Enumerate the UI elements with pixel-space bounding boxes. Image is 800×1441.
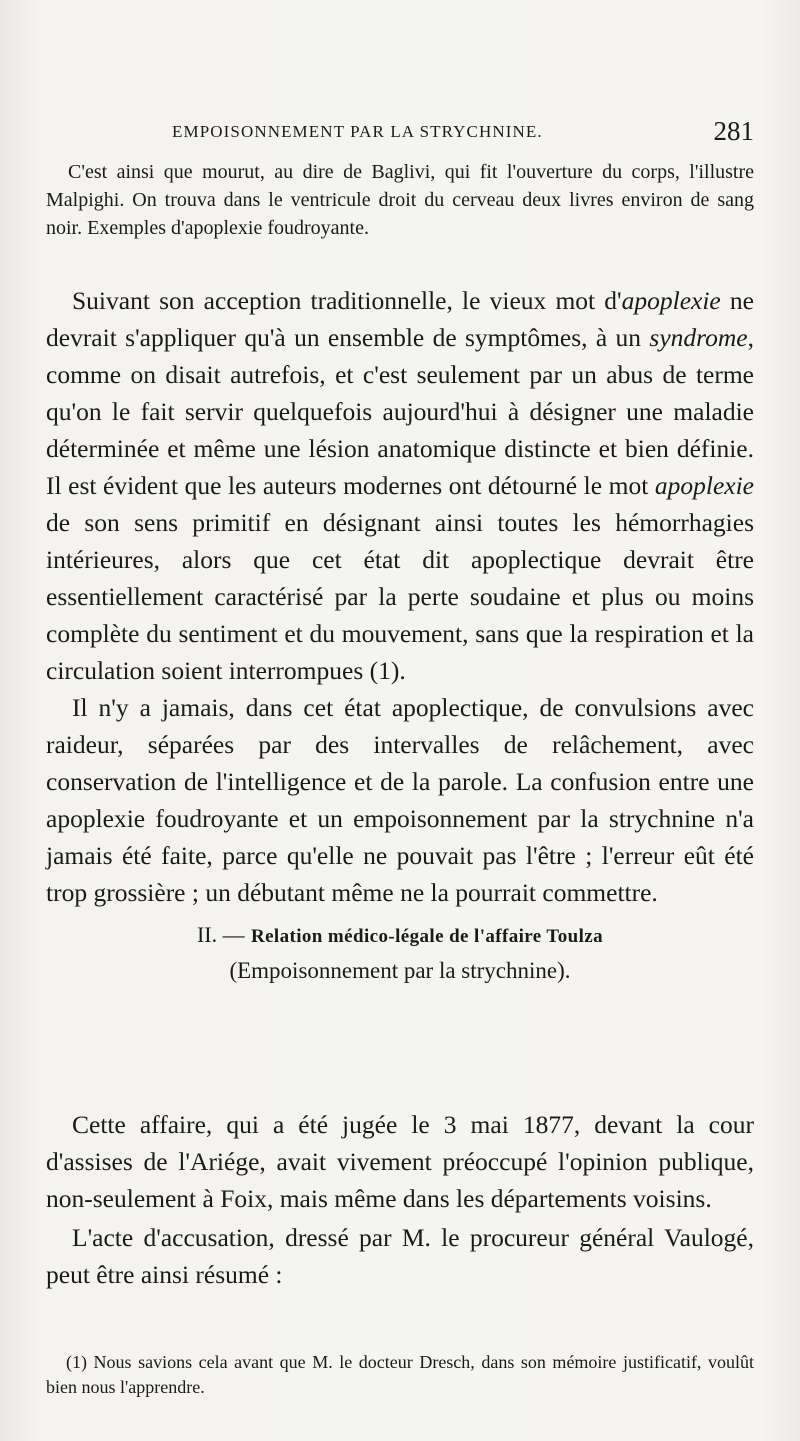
footnote bbox=[46, 1350, 754, 1400]
page-header bbox=[46, 116, 754, 150]
paragraph-case-intro: Cette affaire, qui a été jugée le 3 mai 1877, devant la cour d'assises de l'Ariége, avait vivement préoccupé l'opinion publique, non-seulement à Foix, mais même dans les départements voisins. bbox=[46, 1110, 754, 1213]
italic-term-apoplexie-2: apoplexie bbox=[654, 471, 754, 500]
paragraph-1-text-c: , comme on disait autrefois, et c'est seulement par un abus de terme qu'on le fait servir quelquefois aujourd'hui à désigner une maladie déterminée et même une lésion anatomique distincte et bien définie. Il est évident que les auteurs modernes ont détourné le mot bbox=[46, 323, 754, 500]
paragraph-1-text-a: Suivant son acception traditionnelle, le vieux mot d' bbox=[72, 286, 622, 315]
case-text-block bbox=[46, 1106, 754, 1295]
page-number: 281 bbox=[713, 116, 754, 146]
paragraph-convulsions: Il n'y a jamais, dans cet état apoplectique, de convulsions avec raideur, séparées par des intervalles de relâchement, avec conservation de l'intelligence et de la parole. La confusion entre une apoplexie foudroyante et un empoisonnement par la strychnine n'a jamais été faite, parce qu'elle ne pouvait pas l'être ; l'erreur eût été trop grossière ; un débutant même ne la pourrait commettre. bbox=[46, 693, 754, 907]
italic-term-apoplexie: apoplexie bbox=[621, 286, 721, 315]
running-head: EMPOISONNEMENT PAR LA STRYCHNINE. bbox=[172, 122, 543, 141]
footnote-text: (1) Nous savions cela avant que M. le docteur Dresch, dans son mémoire justificatif, voulût bien nous l'apprendre. bbox=[46, 1352, 754, 1397]
section-heading bbox=[46, 915, 754, 955]
paragraph-accusation: L'acte d'accusation, dressé par M. le procureur général Vaulogé, peut être ainsi résumé : bbox=[46, 1223, 754, 1289]
paragraph-apoplexie bbox=[46, 282, 754, 689]
intro-paragraph: C'est ainsi que mourut, au dire de Baglivi, qui fit l'ouverture du corps, l'illustre Malpighi. On trouva dans le ventricule droit du cerveau deux livres environ de sang noir. Exemples d'apoplexie foudroyante. bbox=[46, 161, 754, 239]
section-subtitle: (Empoisonnement par la strychnine). bbox=[229, 958, 571, 983]
paragraph-1-text-d: de son sens primitif en désignant ainsi toutes les hémorrhagies intérieures, alors que cet état dit apoplectique devrait être essentiellement caractérisé par la perte soudaine et plus ou moins complète du sentiment et du mouvement, sans que la respiration et la circulation soient interrompues (1). bbox=[46, 508, 754, 685]
paragraph-1-text-b: ne devrait s'appliquer qu'à un ensemble de symptômes, à un bbox=[46, 286, 754, 352]
section-title: Relation médico-légale de l'affaire Toulza bbox=[250, 926, 604, 947]
italic-term-syndrome: syndrome bbox=[649, 323, 748, 352]
main-text-block bbox=[46, 282, 754, 987]
intro-text-block bbox=[46, 158, 754, 242]
section-number: II. — bbox=[196, 922, 245, 947]
